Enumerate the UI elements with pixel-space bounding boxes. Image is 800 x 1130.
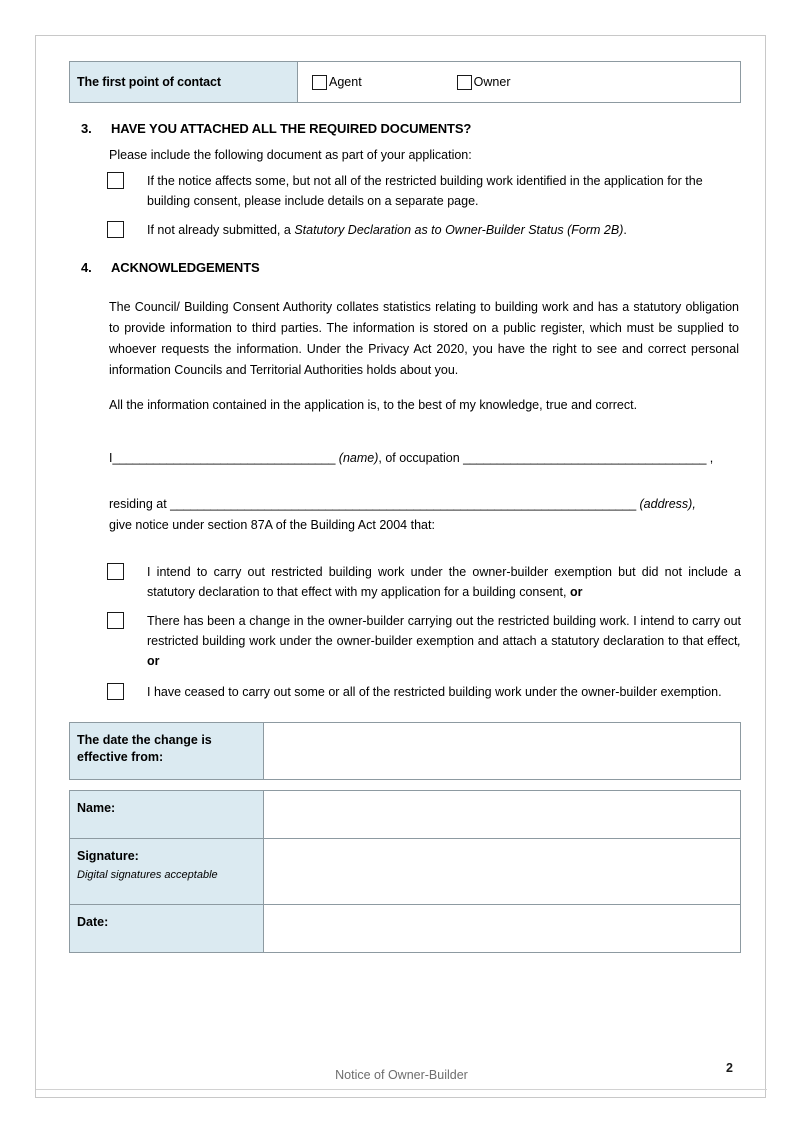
s4-o3-before: I have ceased to carry out some or all of the restricted building work under the owner-builder exemption. [147,685,722,699]
page-content [69,61,741,953]
declaration-name-row [109,448,743,469]
section-4-option-1[interactable] [69,562,741,602]
option-owner-label: Owner [473,74,511,89]
contact-options-row [308,75,740,90]
checkbox-intend-no-declaration-icon[interactable] [107,563,124,580]
contact-label-cell [70,62,298,103]
section-3-item-1[interactable] [69,171,741,211]
section-3-item-2-text [147,220,741,240]
declaration-notice-row: give notice under section 87A of the Building Act 2004 that: [109,518,435,532]
table-row [70,839,741,905]
section-4-option-2-text [147,611,741,671]
signature-label-cell [70,839,264,905]
declaration-address-row [109,494,743,515]
s4-o2-before: There has been a change in the owner-builder carrying out the restricted building work. I intend to carry out restricted building work under the owner-builder exemption and attach a statutory declaration to that effect [147,614,741,648]
section-3-number: 3. [81,121,92,136]
section-3-item-2[interactable] [69,220,741,240]
residing-label: residing at [109,497,171,511]
occupation-trailing: , [706,451,714,465]
address-hint: (address), [636,497,696,511]
checkbox-owner-icon[interactable] [457,75,472,90]
s3-i2-after: . [623,223,627,237]
occupation-label: , of occupation [378,451,464,465]
effective-date-label: The date the change is effective from: [77,733,212,764]
s4-o1-before: I intend to carry out restricted building work under the owner-builder exemption but did not include a statutory declaration to that effect with my application for a building consent, [147,565,741,599]
section-4-option-3[interactable] [69,682,741,702]
acknowledgement-paragraph-2: All the information contained in the application is, to the best of my knowledge, true and correct. [109,398,638,412]
s4-o1-bold: or [569,585,583,599]
signature-table [69,790,741,953]
page-number: 2 [726,1061,733,1075]
checkbox-ceased-work-icon[interactable] [107,683,124,700]
section-3-title: HAVE YOU ATTACHED ALL THE REQUIRED DOCUMENTS? [111,121,472,136]
s4-o2-italic: , [737,634,741,648]
section-4-option-3-text [147,682,741,702]
section-3-item-1-text: If the notice affects some, but not all of the restricted building work identified in the application for the building consent, please include details on a separate page. [147,174,703,208]
name-label: Name: [77,801,116,815]
s3-i2-before: If not already submitted, a [147,223,295,237]
i-prefix: I [109,451,113,465]
signature-label: Signature: [77,849,139,863]
name-label-cell [70,791,264,839]
section-4-option-2[interactable] [69,611,741,671]
table-row [70,62,741,103]
effective-date-value-cell[interactable] [264,723,741,780]
footer-divider [36,1089,767,1090]
section-4-heading [69,260,741,275]
checkbox-notice-affects-some-icon[interactable] [107,172,124,189]
checkbox-change-in-owner-builder-icon[interactable] [107,612,124,629]
s4-o2-bold: or [147,654,160,668]
section-4-option-1-text [147,562,741,602]
contact-label: The first point of contact [77,75,221,89]
checkbox-agent-icon[interactable] [312,75,327,90]
date-label: Date: [77,915,109,929]
address-input-line[interactable]: _____________________________________________________________________ [170,497,637,511]
acknowledgement-paragraph-1: The Council/ Building Consent Authority collates statistics relating to building work and has a statutory obligation to provide information to third parties. The information is stored on a public register, which must be supplied to whoever requests the information. Under the Privacy Act 2020, you have the right to see and correct personal information Councils and Territorial Authorities holds about you. [109,300,739,377]
date-value-cell[interactable] [264,905,741,953]
contact-options-cell [298,62,741,103]
declaration-block [109,448,743,536]
section-4-number: 4. [81,260,92,275]
document-page [35,35,766,1098]
table-row [70,905,741,953]
signature-sublabel: Digital signatures acceptable [77,869,218,881]
option-owner[interactable] [457,75,511,90]
name-input-line[interactable]: _________________________________ [112,451,336,465]
date-label-cell [70,905,264,953]
footer-title: Notice of Owner-Builder [335,1068,468,1082]
name-hint: (name) [338,451,379,465]
spacer [69,536,741,562]
s3-i2-italic: Statutory Declaration as to Owner-Builder Status (Form 2B) [294,223,624,237]
first-point-of-contact-table [69,61,741,103]
occupation-input-line[interactable]: ____________________________________ [463,451,707,465]
table-row [70,791,741,839]
option-agent-label: Agent [329,74,362,89]
option-agent[interactable] [312,75,362,90]
section-4-title: ACKNOWLEDGEMENTS [111,260,260,275]
table-spacer [69,780,741,790]
effective-date-table [69,722,741,780]
name-value-cell[interactable] [264,791,741,839]
table-row [70,723,741,780]
checkbox-statutory-declaration-form2b-icon[interactable] [107,221,124,238]
section-3-lead: Please include the following document as part of your application: [109,148,472,162]
section-3-heading [69,121,741,136]
signature-value-cell[interactable] [264,839,741,905]
effective-date-label-cell [70,723,264,780]
